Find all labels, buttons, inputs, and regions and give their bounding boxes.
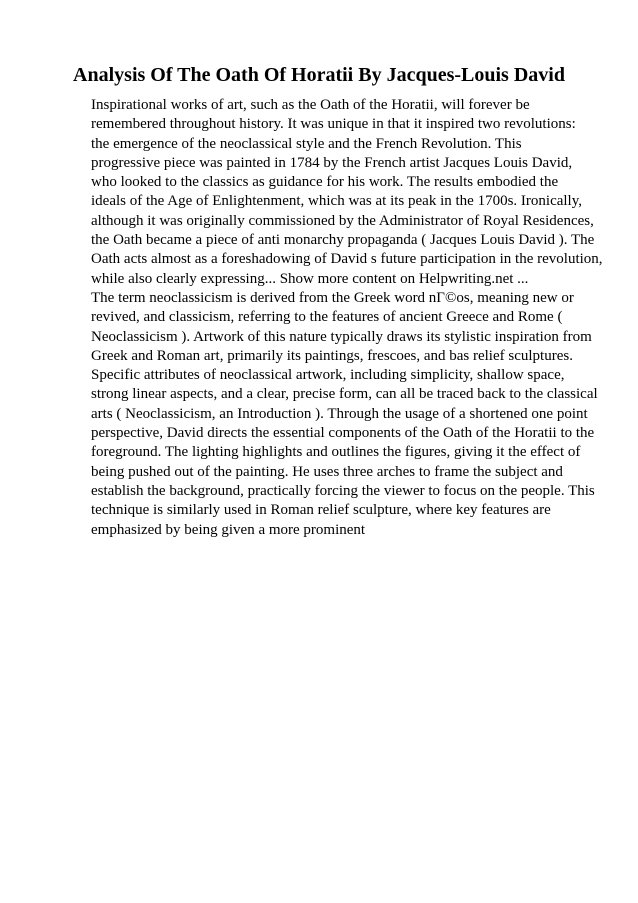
body-line: technique is similarly used in Roman relief sculpture, where key features are	[91, 502, 551, 519]
body-line: Greek and Roman art, primarily its paintings, frescoes, and bas relief sculptures.	[91, 347, 573, 364]
body-line: establish the background, practically forcing the viewer to focus on the people. This	[91, 482, 595, 499]
body-line: Neoclassicism ). Artwork of this nature typically draws its stylistic inspiration from	[91, 328, 592, 345]
body-line: Specific attributes of neoclassical artwork, including simplicity, shallow space,	[91, 367, 565, 384]
body-line: emphasized by being given a more prominent	[91, 521, 366, 538]
body-line: remembered throughout history. It was unique in that it inspired two revolutions:	[91, 116, 576, 133]
body-line: arts ( Neoclassicism, an Introduction ). Through the usage of a shortened one point	[91, 405, 588, 422]
body-line: who looked to the classics as guidance for his work. The results embodied the	[91, 174, 559, 191]
body-line: perspective, David directs the essential components of the Oath of the Horatii to the	[91, 425, 595, 442]
body-line: foreground. The lighting highlights and outlines the figures, giving it the effect of	[91, 444, 581, 461]
body-line: while also clearly expressing... Show more content on Helpwriting.net ...	[91, 270, 529, 287]
body-line: The term neoclassicism is derived from the Greek word nГ©os, meaning new or	[91, 289, 574, 306]
body-line: strong linear aspects, and a clear, precise form, can all be traced back to the classical	[91, 386, 598, 403]
body-line: the emergence of the neoclassical style and the French Revolution. This	[91, 135, 522, 152]
body-line: ideals of the Age of Enlightenment, which was at its peak in the 1700s. Ironically,	[91, 193, 582, 210]
body-line: being pushed out of the painting. He uses three arches to frame the subject and	[91, 463, 563, 480]
body-line: Oath acts almost as a foreshadowing of David s future participation in the revolution,	[91, 251, 603, 268]
body-line: progressive piece was painted in 1784 by the French artist Jacques Louis David,	[91, 154, 573, 171]
body-line: Inspirational works of art, such as the Oath of the Horatii, will forever be	[91, 97, 530, 113]
body-line: although it was originally commissioned by the Administrator of Royal Residences,	[91, 212, 594, 229]
document-title: Analysis Of The Oath Of Horatii By Jacques-Louis David	[73, 64, 565, 86]
body-line: revived, and classicism, referring to the features of ancient Greece and Rome (	[91, 309, 563, 326]
body-line: the Oath became a piece of anti monarchy propaganda ( Jacques Louis David ). The	[91, 232, 595, 249]
document-body	[91, 96, 611, 540]
